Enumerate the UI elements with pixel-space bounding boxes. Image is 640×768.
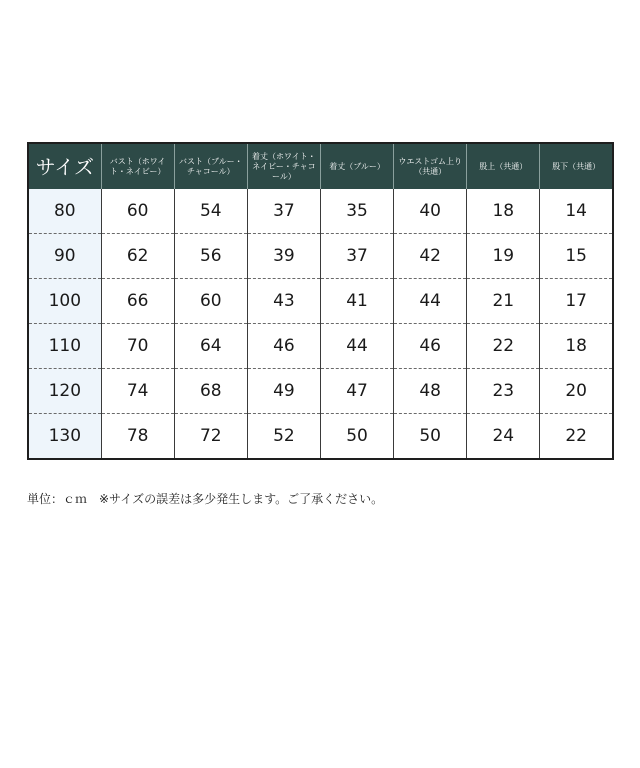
table-cell: 68 (174, 369, 247, 414)
table-cell: 21 (467, 279, 540, 324)
size-cell: 120 (28, 369, 101, 414)
table-cell: 60 (101, 189, 174, 234)
table-cell: 50 (321, 414, 394, 460)
size-cell: 90 (28, 234, 101, 279)
header-length-white-navy-charcoal: 着丈（ホワイト・ネイビー・チャコール） (247, 143, 320, 189)
unit-note: 単位：ｃｍ ※サイズの誤差は多少発生します。ご了承ください。 (27, 492, 384, 506)
table-cell: 47 (321, 369, 394, 414)
table-cell: 48 (394, 369, 467, 414)
table-cell: 19 (467, 234, 540, 279)
table-cell: 23 (467, 369, 540, 414)
header-bust-blue-charcoal: バスト（ブルー・チャコール） (174, 143, 247, 189)
table-cell: 52 (247, 414, 320, 460)
size-cell: 110 (28, 324, 101, 369)
header-size: サイズ (28, 143, 101, 189)
table-cell: 46 (247, 324, 320, 369)
table-cell: 54 (174, 189, 247, 234)
table-cell: 62 (101, 234, 174, 279)
table-cell: 15 (540, 234, 613, 279)
table-cell: 35 (321, 189, 394, 234)
table-cell: 24 (467, 414, 540, 460)
table-row (28, 414, 613, 460)
table-cell: 43 (247, 279, 320, 324)
table-cell: 44 (394, 279, 467, 324)
table-cell: 22 (467, 324, 540, 369)
table-cell: 56 (174, 234, 247, 279)
table-cell: 14 (540, 189, 613, 234)
header-row (28, 143, 613, 189)
table-cell: 66 (101, 279, 174, 324)
table-cell: 20 (540, 369, 613, 414)
table-cell: 40 (394, 189, 467, 234)
table-row (28, 234, 613, 279)
table-cell: 64 (174, 324, 247, 369)
table-cell: 70 (101, 324, 174, 369)
size-cell: 130 (28, 414, 101, 460)
table-cell: 44 (321, 324, 394, 369)
table-row (28, 369, 613, 414)
header-waist: ウエストゴム上り（共通） (394, 143, 467, 189)
table-cell: 17 (540, 279, 613, 324)
table-cell: 18 (467, 189, 540, 234)
table-cell: 37 (247, 189, 320, 234)
table-cell: 42 (394, 234, 467, 279)
header-rise: 股上（共通） (467, 143, 540, 189)
header-length-blue: 着丈（ブルー） (321, 143, 394, 189)
size-cell: 100 (28, 279, 101, 324)
table-cell: 60 (174, 279, 247, 324)
table-cell: 22 (565, 426, 587, 446)
table-cell: 74 (101, 369, 174, 414)
table-cell: 49 (247, 369, 320, 414)
table-row (28, 324, 613, 369)
size-cell: 80 (28, 189, 101, 234)
table-cell: 37 (321, 234, 394, 279)
table-cell: 39 (247, 234, 320, 279)
table-cell: 72 (174, 414, 247, 460)
header-inseam: 股下（共通） (540, 143, 613, 189)
size-chart-table (27, 142, 614, 460)
header-bust-white-navy: バスト（ホワイト・ネイビー） (101, 143, 174, 189)
table-cell: 18 (540, 324, 613, 369)
table-cell: 78 (101, 414, 174, 460)
table-cell: 50 (394, 414, 467, 460)
table-row (28, 189, 613, 234)
table-row (28, 279, 613, 324)
table-cell: 41 (321, 279, 394, 324)
table-cell: 46 (394, 324, 467, 369)
